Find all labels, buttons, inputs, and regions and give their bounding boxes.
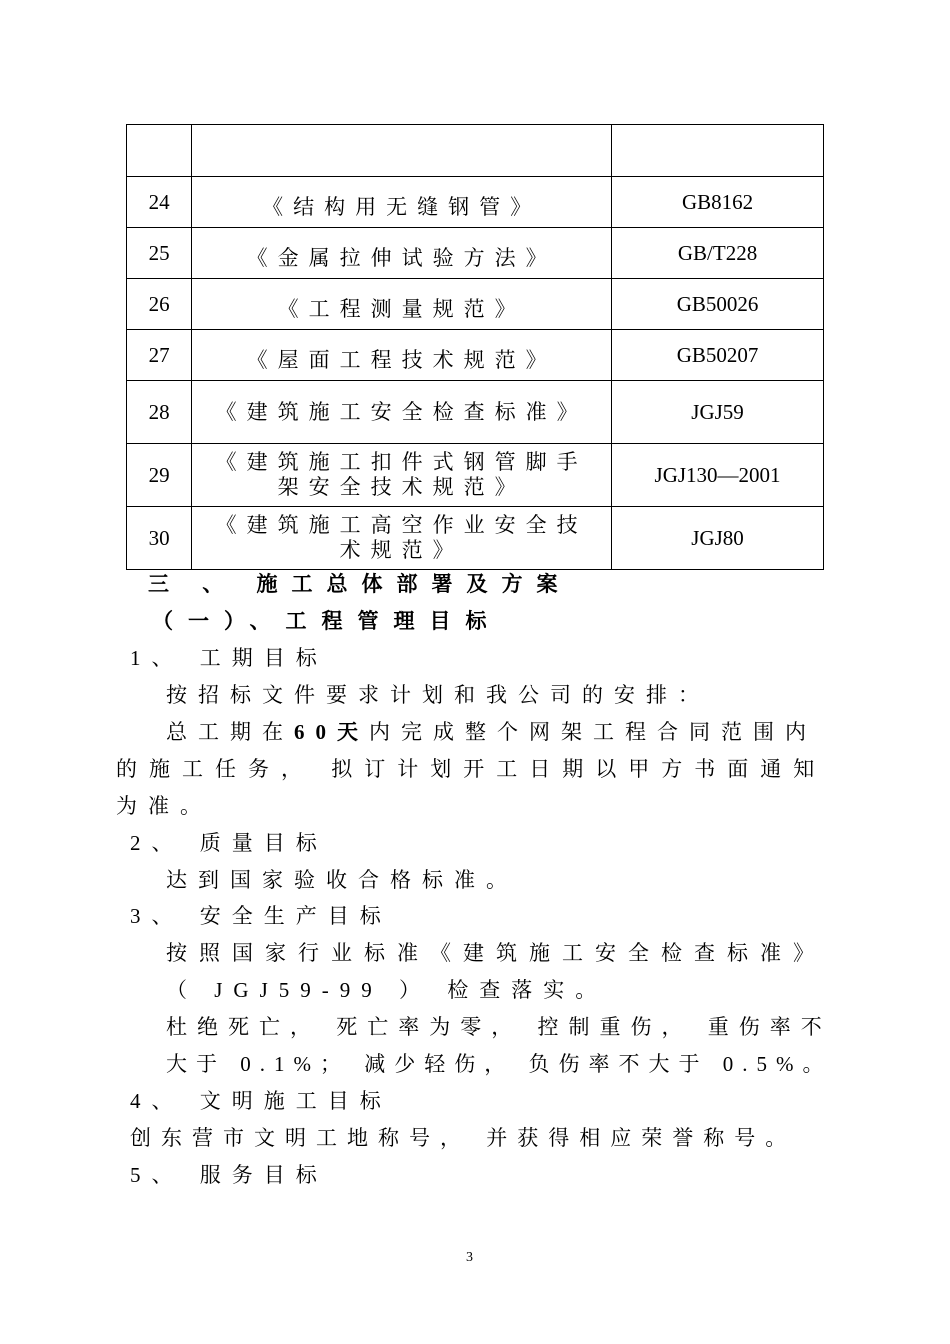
row-number: 28 <box>127 381 192 444</box>
row-number <box>127 125 192 177</box>
standard-name: 《金属拉伸试验方法》 <box>192 228 612 279</box>
standard-name: 《屋面工程技术规范》 <box>192 330 612 381</box>
standard-name <box>192 125 612 177</box>
goal3-paragraph: 杜绝死亡， 死亡率为零， 控制重伤， 重伤率不 <box>166 1015 832 1039</box>
standard-name: 《工程测量规范》 <box>192 279 612 330</box>
standard-code: JGJ59 <box>612 381 824 444</box>
duration-value: 60天 <box>294 720 369 744</box>
row-number: 29 <box>127 444 192 507</box>
table-row <box>127 381 824 444</box>
goal4-paragraph: 创东营市文明工地称号， 并获得相应荣誉称号。 <box>130 1126 797 1150</box>
goal3-heading: 3、 安全生产目标 <box>130 904 392 928</box>
goal1-heading: 1、 工期目标 <box>130 646 328 670</box>
table-row <box>127 228 824 279</box>
row-number: 25 <box>127 228 192 279</box>
standard-name: 《建筑施工扣件式钢管脚手架安全技术规范》 <box>192 444 612 507</box>
section-title: 三 、 施工总体部署及方案 <box>148 572 572 596</box>
table-row <box>127 279 824 330</box>
goal5-heading: 5、 服务目标 <box>130 1163 328 1187</box>
standard-code: GB50026 <box>612 279 824 330</box>
table-row <box>127 507 824 570</box>
goal1-paragraph: 总工期在60天内完成整个网架工程合同范围内 <box>166 720 817 744</box>
standard-name: 《结构用无缝钢管》 <box>192 177 612 228</box>
goal1-paragraph: 为准。 <box>116 794 212 818</box>
row-number: 30 <box>127 507 192 570</box>
standard-code <box>612 125 824 177</box>
standard-name: 《建筑施工高空作业安全技术规范》 <box>192 507 612 570</box>
standard-code: GB/T228 <box>612 228 824 279</box>
goal1-paragraph: 的施工任务， 拟订计划开工日期以甲方书面通知 <box>116 757 827 781</box>
standard-code: JGJ80 <box>612 507 824 570</box>
goal3-paragraph: （ JGJ59-99 ） 检查落实。 <box>166 978 608 1002</box>
table-row <box>127 125 824 177</box>
standard-code: JGJ130—2001 <box>612 444 824 507</box>
subsection-title: （一）、工程管理目标 <box>152 609 502 633</box>
goal3-paragraph: 大于 0.1%； 减少轻伤， 负伤率不大于 0.5%。 <box>166 1052 833 1076</box>
goal2-paragraph: 达到国家验收合格标准。 <box>166 868 518 892</box>
row-number: 24 <box>127 177 192 228</box>
standards-table <box>126 124 824 570</box>
row-number: 27 <box>127 330 192 381</box>
table-row <box>127 177 824 228</box>
goal4-heading: 4、 文明施工目标 <box>130 1089 392 1113</box>
goal1-paragraph: 按招标文件要求计划和我公司的安排： <box>166 683 710 707</box>
table-row <box>127 444 824 507</box>
standard-code: GB50207 <box>612 330 824 381</box>
standard-name: 《建筑施工安全检查标准》 <box>192 381 612 444</box>
standard-code: GB8162 <box>612 177 824 228</box>
goal2-heading: 2、 质量目标 <box>130 831 328 855</box>
row-number: 26 <box>127 279 192 330</box>
page-number: 3 <box>466 1250 473 1265</box>
table-row <box>127 330 824 381</box>
goal3-paragraph: 按照国家行业标准《建筑施工安全检查标准》 <box>166 941 826 965</box>
